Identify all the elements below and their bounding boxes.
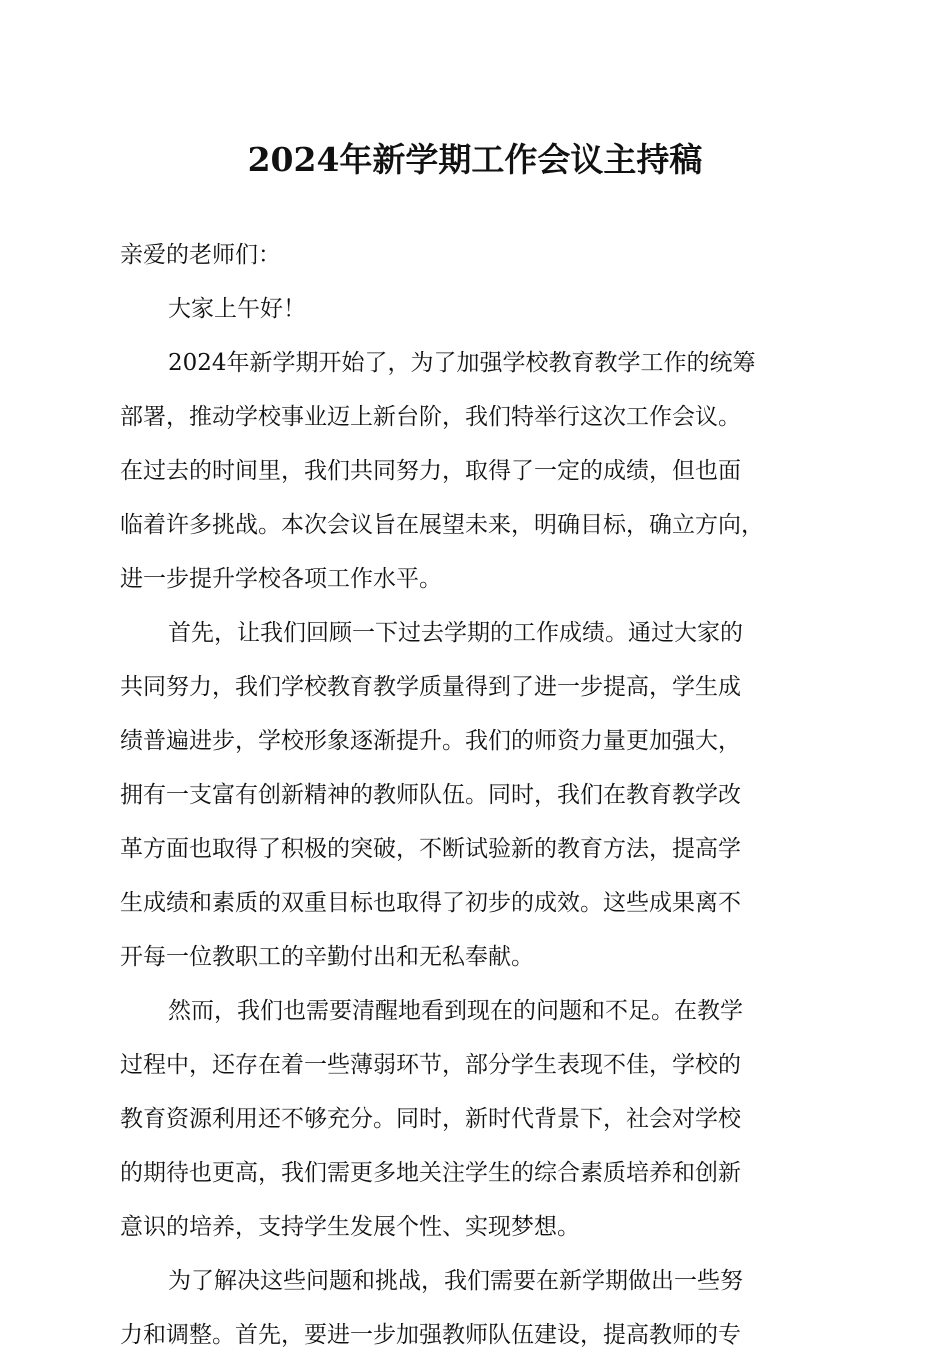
text-line: 开每一位教职工的辛勤付出和无私奉献。 [120,944,534,970]
salutation: 亲爱的老师们： [120,242,281,268]
text-line: 进一步提升学校各项工作水平。 [120,566,442,592]
text-line: 过程中，还存在着一些薄弱环节，部分学生表现不佳，学校的 [120,1052,741,1078]
text-line: 拥有一支富有创新精神的教师队伍。同时，我们在教育教学改 [120,782,741,808]
text-line: 意识的培养，支持学生发展个性、实现梦想。 [120,1214,580,1240]
text-line: 革方面也取得了积极的突破，不断试验新的教育方法，提高学 [120,836,741,862]
text-line: 首先，让我们回顾一下过去学期的工作成绩。通过大家的 [168,620,743,646]
text-line: 的期待也更高，我们需更多地关注学生的综合素质培养和创新 [120,1160,741,1186]
paragraph-lines [120,282,832,1362]
text-line: 在过去的时间里，我们共同努力，取得了一定的成绩，但也面 [120,458,741,484]
text-line: 2024年新学期开始了，为了加强学校教育教学工作的统筹 [168,350,756,376]
text-line: 然而，我们也需要清醒地看到现在的问题和不足。在教学 [168,998,743,1024]
text-line: 教育资源利用还不够充分。同时，新时代背景下，社会对学校 [120,1106,741,1132]
text-line: 大家上午好！ [168,296,306,322]
text-line: 临着许多挑战。本次会议旨在展望未来，明确目标，确立方向， [120,512,764,538]
document-title: 2024年新学期工作会议主持稿 [247,140,703,179]
text-line: 生成绩和素质的双重目标也取得了初步的成效。这些成果离不 [120,890,741,916]
text-line: 共同努力，我们学校教育教学质量得到了进一步提高，学生成 [120,674,741,700]
text-line: 为了解决这些问题和挑战，我们需要在新学期做出一些努 [168,1268,743,1294]
text-line: 绩普遍进步，学校形象逐渐提升。我们的师资力量更加强大， [120,728,741,754]
text-line: 力和调整。首先，要进一步加强教师队伍建设，提高教师的专 [120,1322,741,1348]
document-body [120,228,832,1362]
text-line: 部署，推动学校事业迈上新台阶，我们特举行这次工作会议。 [120,404,741,430]
